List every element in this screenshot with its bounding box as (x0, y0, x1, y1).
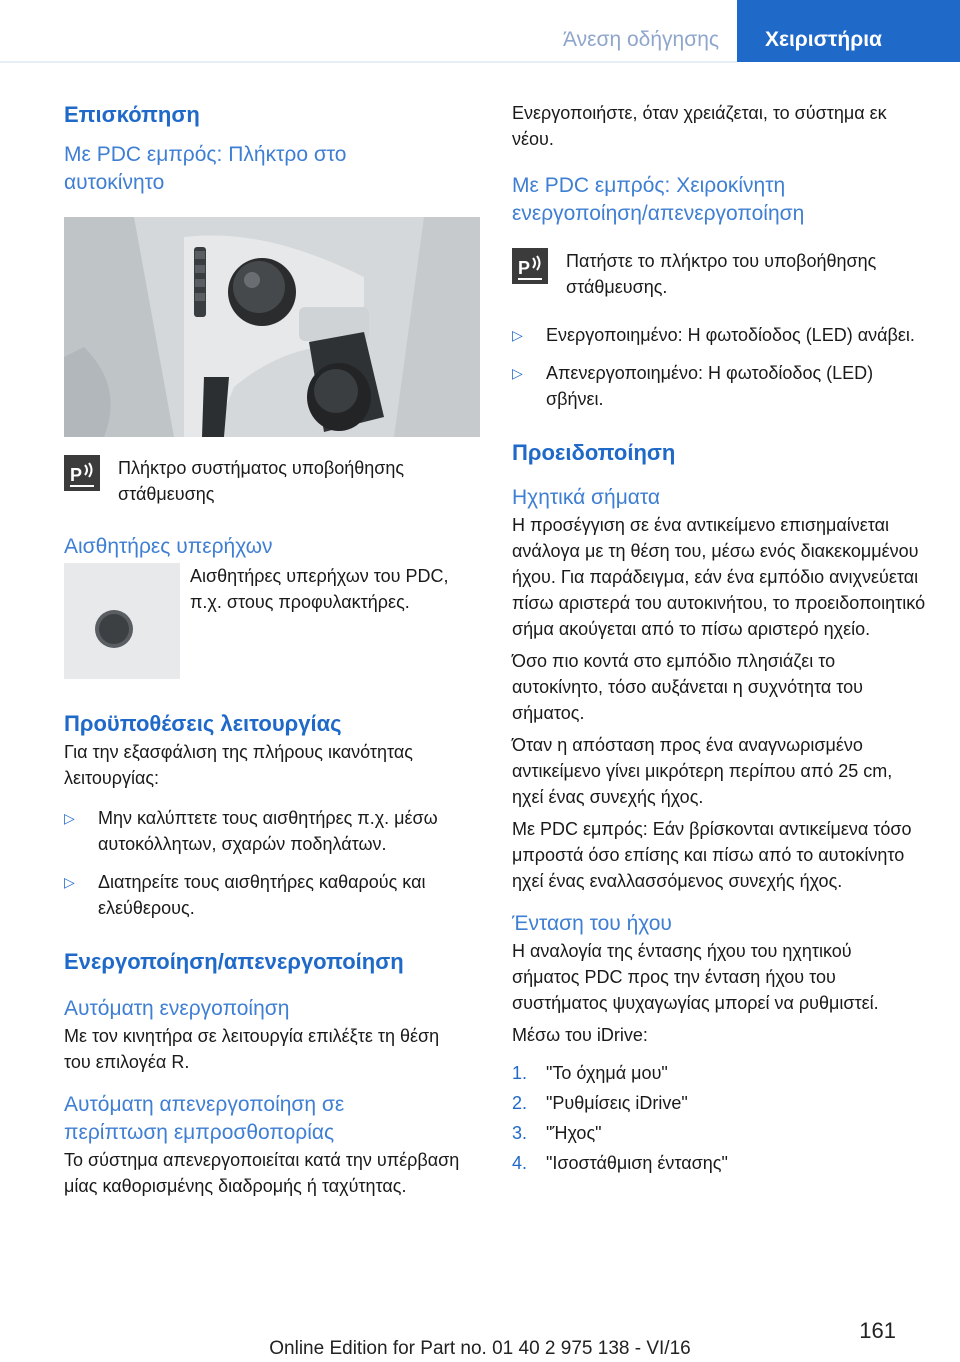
manual-text: Πατήστε το πλήκτρο του υποβοήθησης στάθμευσης. (566, 251, 877, 297)
left-column (64, 100, 484, 1199)
warning-heading: Προειδοποίηση (512, 440, 676, 465)
page-header (0, 0, 960, 62)
tab-chapter-label: Χειριστήρια (765, 28, 882, 51)
manual-list (512, 322, 928, 412)
step-text: "Ήχος" (546, 1123, 602, 1143)
pdc-front-heading: Με PDC εμπρός: Πλήκτρο στο αυτοκίνητο (64, 143, 347, 194)
triangle-bullet-icon: ▷ (64, 810, 75, 826)
acoustic-paragraph-3: Όταν η απόσταση προς ένα αναγνωρισμένο αντικείμενο γίνει μικρότερη περίπου από 25 cm, ηχεί ένας συνεχής ήχος. (512, 735, 893, 807)
console-illustration (64, 217, 480, 437)
sensors-heading: Αισθητήρες υπερήχων (64, 535, 273, 558)
requirements-list (64, 805, 484, 921)
list-item (512, 1090, 928, 1116)
step-number: 4. (512, 1153, 528, 1173)
edition-footer: Online Edition for Part no. 01 40 2 975 138 - VI/16 (269, 1338, 691, 1359)
list-item-text: Διατηρείτε τους αισθητήρες καθαρούς και ελεύθερους. (98, 872, 426, 918)
step-text: "Το όχημά μου" (546, 1063, 668, 1083)
activation-heading: Ενεργοποίηση/απενεργοποίηση (64, 949, 404, 974)
sensors-text: Αισθητήρες υπερήχων του PDC, π.χ. στους προφυλακτήρες. (190, 566, 449, 612)
list-item-text: Μην καλύπτετε τους αισθητήρες π.χ. μέσω αυτοκόλλητων, σχαρών ποδηλάτων. (98, 808, 438, 854)
list-item (512, 1150, 928, 1176)
svg-text:P: P (70, 465, 83, 485)
list-item (64, 869, 484, 921)
step-text: "Ισοστάθμιση έντασης" (546, 1153, 728, 1173)
console-photo (64, 217, 480, 437)
tab-section[interactable] (0, 0, 737, 62)
manual-heading: Με PDC εμπρός: Χειροκίνητη ενεργοποίηση/απενεργοποίηση (512, 174, 805, 225)
requirements-text: Για την εξασφάλιση της πλήρους ικανότητας λειτουργίας: (64, 742, 413, 788)
manual-row (512, 248, 928, 300)
list-item (512, 1060, 928, 1086)
reactivate-text: Ενεργοποιήστε, όταν χρειάζεται, το σύστημα εκ νέου. (512, 103, 887, 149)
auto-activation-heading: Αυτόματη ενεργοποίηση (64, 997, 290, 1020)
tab-section-label: Άνεση οδήγησης (563, 28, 719, 51)
list-item (512, 1120, 928, 1146)
pdc-button-caption-row (64, 455, 484, 507)
step-text: "Ρυθμίσεις iDrive" (546, 1093, 688, 1113)
right-column (512, 100, 928, 1176)
triangle-bullet-icon: ▷ (512, 327, 523, 343)
triangle-bullet-icon: ▷ (512, 365, 523, 381)
step-number: 3. (512, 1123, 528, 1143)
tab-chapter[interactable] (737, 0, 960, 62)
auto-deactivation-heading: Αυτόματη απενεργοποίηση σε περίπτωση εμπροσθοπορίας (64, 1093, 345, 1144)
parking-sensor-icon (64, 455, 100, 491)
auto-deactivation-text: Το σύστημα απενεργοποιείται κατά την υπέρβαση μίας καθορισμένης διαδρομής ή ταχύτητας. (64, 1150, 460, 1196)
auto-activation-text: Με τον κινητήρα σε λειτουργία επιλέξτε τη θέση του επιλογέα R. (64, 1026, 440, 1072)
header-divider (0, 61, 737, 63)
acoustic-paragraph-1: Η προσέγγιση σε ένα αντικείμενο επισημαίνεται ανάλογα με τη θέση του, μέσω ενός διακεκομμένου ήχου. Για παράδειγμα, εάν ένα εμπόδιο ανιχνεύεται πίσω αριστερά του αυτοκινήτου, το προειδοποιητικό σήμα ακούγεται από το πίσω αριστερό ηχείο. (512, 515, 926, 639)
svg-text:P: P (518, 258, 531, 278)
via-idrive-text: Μέσω του iDrive: (512, 1025, 648, 1045)
triangle-bullet-icon: ▷ (64, 874, 75, 890)
parking-sensor-icon (512, 248, 548, 284)
overview-heading: Επισκόπηση (64, 102, 200, 127)
list-item-text: Απενεργοποιημένο: Η φωτοδίοδος (LED) σβήνει. (546, 363, 874, 409)
sensors-row (64, 563, 484, 679)
step-number: 1. (512, 1063, 528, 1083)
volume-text: Η αναλογία της έντασης ήχου του ηχητικού σήματος PDC προς την ένταση ήχου του συστήματος ψυχαγωγίας μπορεί να ρυθμιστεί. (512, 941, 879, 1013)
acoustic-heading: Ηχητικά σήματα (512, 486, 661, 509)
list-item-text: Ενεργοποιημένο: Η φωτοδίοδος (LED) ανάβει. (546, 325, 915, 345)
acoustic-paragraph-4: Με PDC εμπρός: Εάν βρίσκονται αντικείμενα τόσο μπροστά όσο επίσης και πίσω από το αυτοκίνητο ηχεί ένας εναλλασσόμενος συνεχής ήχος. (512, 819, 912, 891)
volume-heading: Ένταση του ήχου (512, 912, 672, 935)
sensor-photo (64, 563, 180, 679)
list-item (512, 322, 928, 348)
step-number: 2. (512, 1093, 528, 1113)
acoustic-paragraph-2: Όσο πιο κοντά στο εμπόδιο πλησιάζει το αυτοκίνητο, τόσο αυξάνεται η συχνότητα του σήματος. (512, 651, 864, 723)
steps-list (512, 1060, 928, 1176)
page-number: 161 (859, 1318, 896, 1343)
requirements-heading: Προϋποθέσεις λειτουργίας (64, 711, 342, 736)
list-item (512, 360, 928, 412)
list-item (64, 805, 484, 857)
pdc-button-caption: Πλήκτρο συστήματος υποβοήθησης στάθμευσης (118, 458, 405, 504)
